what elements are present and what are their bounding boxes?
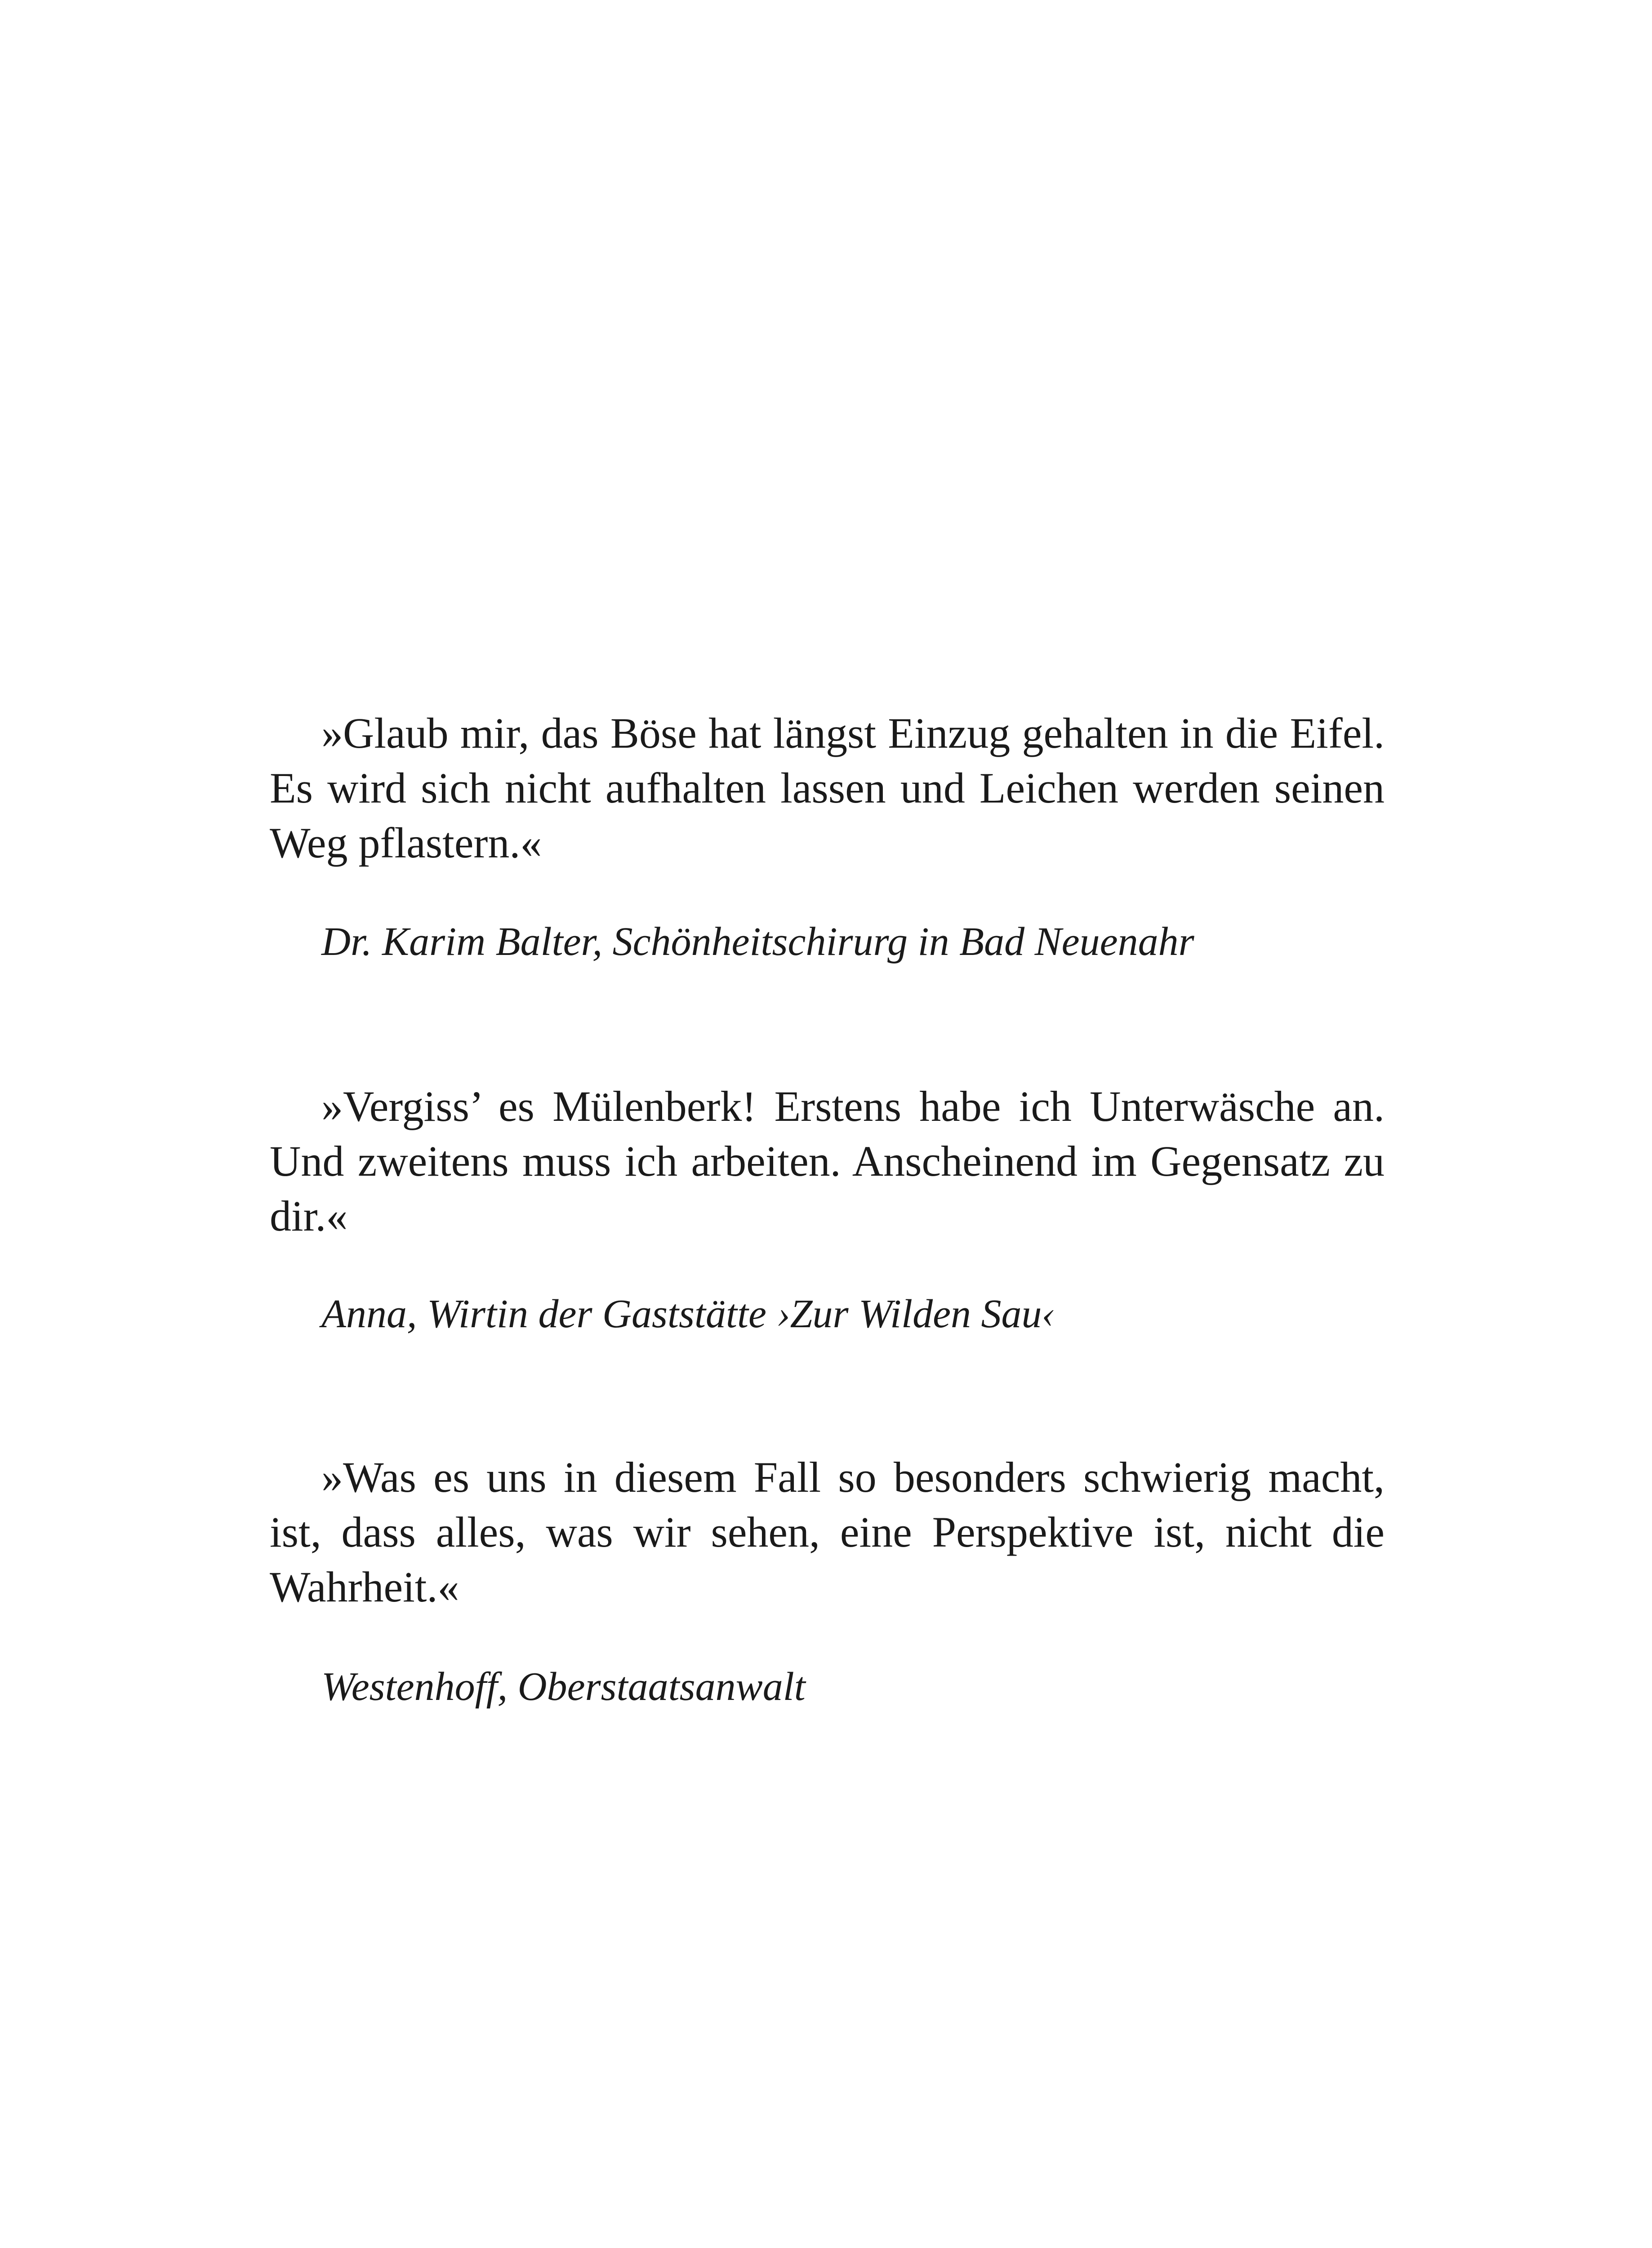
quote-block (270, 706, 1385, 969)
quote-block (270, 1079, 1385, 1342)
quote-text: »Vergiss’ es Mülenberk! Erstens habe ich Unterwäsche an. Und zweitens muss ich arbeiten. Anscheinend im Gegensatz zu dir.« (270, 1082, 1385, 1240)
quote-block (270, 1450, 1385, 1714)
quote-text: »Glaub mir, das Böse hat längst Einzug gehalten in die Eifel. Es wird sich nicht aufhalten lassen und Leichen werden seinen Weg pflastern.« (270, 709, 1385, 867)
quote-text: »Was es uns in diesem Fall so besonders schwierig macht, ist, dass alles, was wir sehen, eine Perspektive ist, nicht die Wahrheit.« (270, 1453, 1385, 1611)
quote-attribution: Westenhoff, Oberstaatsanwalt (321, 1664, 806, 1709)
quote-attribution: Dr. Karim Balter, Schönheitschirurg in Bad Neuenahr (321, 919, 1194, 964)
quote-attribution: Anna, Wirtin der Gaststätte ›Zur Wilden Sau‹ (321, 1292, 1055, 1336)
